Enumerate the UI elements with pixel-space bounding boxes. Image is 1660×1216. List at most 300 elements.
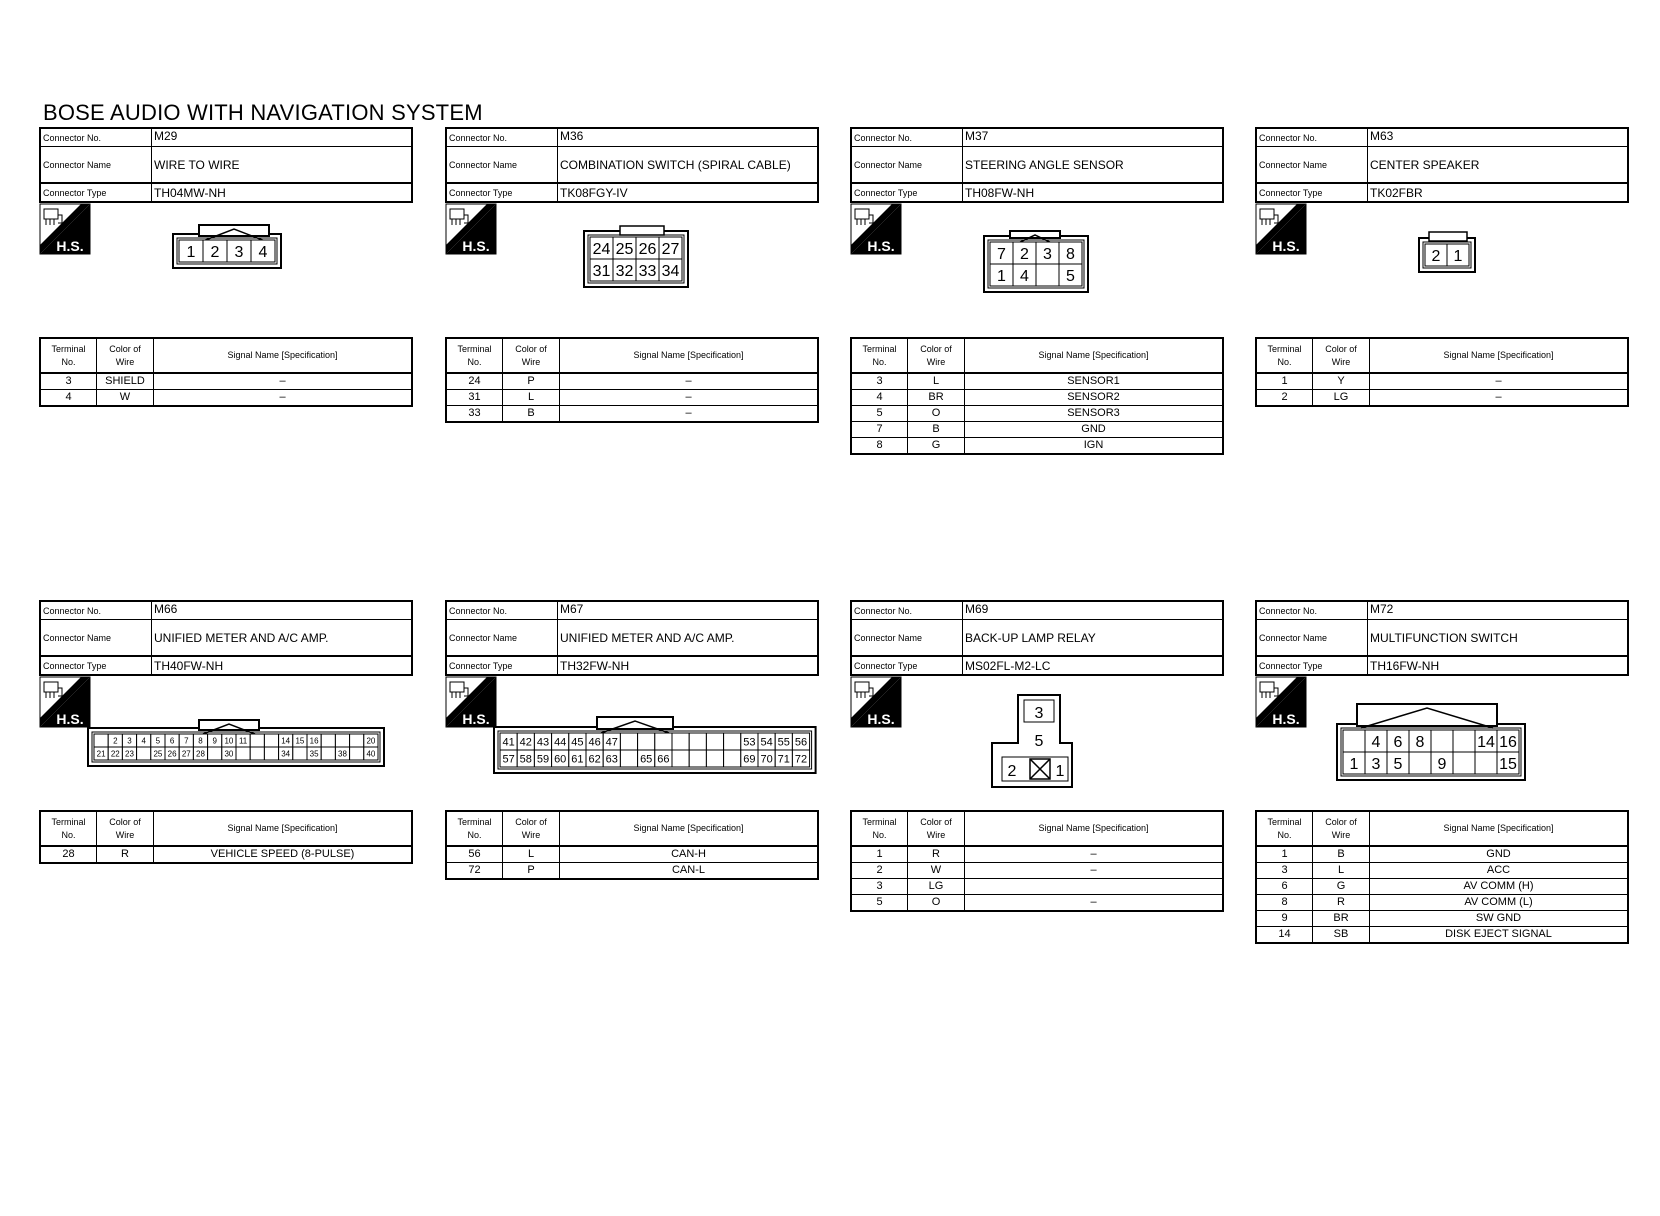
pin-cavity [724, 733, 741, 750]
signal-name-header: Signal Name [Specification] [154, 338, 413, 373]
pin-number: 1 [1453, 248, 1463, 265]
connector-name-value: CENTER SPEAKER [1370, 157, 1480, 172]
connector-no-label: Connector No. [41, 602, 152, 619]
table-row [1256, 863, 1628, 879]
signal-name-cell: – [965, 863, 1224, 879]
pin-number: 4 [141, 736, 146, 746]
terminal-no-header: Terminal No. [40, 811, 97, 846]
table-row [446, 863, 818, 880]
table-row [851, 438, 1223, 455]
wire-color-cell: Y [1313, 373, 1370, 390]
harness-side-icon [446, 677, 496, 727]
signal-name-cell: GND [965, 422, 1224, 438]
pin-cavity [689, 733, 706, 750]
connector-name-value: BACK-UP LAMP RELAY [965, 630, 1096, 645]
pin-cavity [350, 747, 364, 760]
pin-number: 9 [1437, 756, 1447, 773]
pin-number: 4 [1020, 268, 1029, 285]
connector-name-value: STEERING ANGLE SENSOR [965, 157, 1124, 172]
pin-number: 63 [605, 753, 618, 766]
terminal-no-header: Terminal No. [40, 338, 97, 373]
wire-color-header: Color of Wire [908, 811, 965, 846]
signal-name-cell: – [1370, 390, 1629, 407]
connector-name-value: COMBINATION SWITCH (SPIRAL CABLE) [560, 157, 791, 172]
connector-type-value: TH32FW-NH [560, 658, 630, 673]
pin-cavity [706, 750, 723, 767]
pin-number: 69 [743, 753, 756, 766]
wire-color-cell: SB [1313, 927, 1370, 944]
pin-cavity [689, 750, 706, 767]
pin-cavity [1431, 730, 1453, 752]
table-row [1256, 911, 1628, 927]
table-row [446, 390, 818, 406]
pin-number: 21 [96, 749, 106, 759]
wire-color-header: Color of Wire [503, 338, 560, 373]
connector-type-label: Connector Type [1257, 657, 1368, 674]
terminal-no-cell: 24 [446, 373, 503, 390]
terminal-table [850, 337, 1224, 455]
terminal-no-cell: 56 [446, 846, 503, 863]
connector-no-label: Connector No. [41, 129, 152, 146]
wire-color-cell: BR [908, 390, 965, 406]
hs-label: H.S. [1272, 711, 1300, 727]
wire-color-header: Color of Wire [908, 338, 965, 373]
wire-color-cell: P [503, 373, 560, 390]
connector-face [1337, 704, 1525, 780]
wire-color-cell: L [908, 373, 965, 390]
connector-type-value: TH08FW-NH [965, 185, 1035, 200]
connector-name-label: Connector Name [1257, 620, 1368, 655]
connector-block [445, 600, 819, 876]
pin-cavity [724, 750, 741, 767]
pin-number: 47 [605, 736, 618, 749]
wire-color-cell: W [908, 863, 965, 879]
table-row [1256, 895, 1628, 911]
connector-name-label: Connector Name [852, 147, 963, 182]
pin-cavity [250, 747, 264, 760]
terminal-no-cell: 2 [851, 863, 908, 879]
wire-color-cell: R [97, 846, 154, 863]
pin-cavity [321, 747, 335, 760]
signal-name-cell: ACC [1370, 863, 1629, 879]
table-row [851, 879, 1223, 895]
pin-number: 56 [794, 736, 808, 749]
connector-drawing [445, 127, 819, 327]
pin-number: 5 [155, 736, 161, 746]
wire-color-cell: SHIELD [97, 373, 154, 390]
signal-name-header: Signal Name [Specification] [1370, 811, 1629, 846]
pin-number: 20 [366, 736, 376, 746]
signal-name-cell: SW GND [1370, 911, 1629, 927]
terminal-table [445, 810, 819, 880]
connector-no-label: Connector No. [447, 602, 558, 619]
terminal-no-header: Terminal No. [851, 338, 908, 373]
connector-no-value: M36 [560, 129, 584, 143]
pin-number: 3 [234, 244, 244, 261]
terminal-no-cell: 72 [446, 863, 503, 880]
pin-number: 16 [1499, 734, 1517, 751]
pin-number: 7 [184, 736, 189, 746]
pin-cavity [137, 747, 151, 760]
signal-name-cell: – [560, 373, 819, 390]
pin-number: 70 [760, 753, 773, 766]
pin-cavity [264, 734, 278, 747]
pin-number: 3 [1034, 705, 1044, 722]
pin-number: 45 [571, 736, 584, 749]
pin-number: 2 [113, 736, 118, 746]
pin-number: 14 [1477, 734, 1495, 751]
table-row [851, 895, 1223, 912]
harness-side-icon [1256, 677, 1306, 727]
connector-drawing [850, 127, 1224, 327]
connector-block [445, 127, 819, 419]
signal-name-cell: – [1370, 373, 1629, 390]
wire-color-cell: O [908, 406, 965, 422]
pin-number: 15 [295, 736, 305, 746]
pin-number: 26 [638, 241, 657, 258]
connector-block [39, 127, 413, 403]
table-row [40, 390, 412, 407]
pin-number: 24 [592, 241, 611, 258]
pin-cavity [638, 733, 655, 750]
pin-number: 40 [366, 749, 376, 759]
connector-type-value: TH16FW-NH [1370, 658, 1440, 673]
pin-cavity [706, 733, 723, 750]
pin-number: 1 [1349, 756, 1359, 773]
table-row [851, 373, 1223, 390]
harness-side-icon [446, 204, 496, 254]
connector-name-value: UNIFIED METER AND A/C AMP. [154, 630, 329, 645]
signal-name-cell: SENSOR3 [965, 406, 1224, 422]
pin-cavity [620, 750, 637, 767]
connector-name-label: Connector Name [41, 147, 152, 182]
pin-number: 59 [536, 753, 550, 766]
table-row [851, 422, 1223, 438]
signal-name-cell: AV COMM (H) [1370, 879, 1629, 895]
terminal-table [1255, 810, 1629, 944]
connector-no-value: M29 [154, 129, 178, 143]
signal-name-cell: SENSOR1 [965, 373, 1224, 390]
pin-cavity [1036, 264, 1059, 286]
signal-name-header: Signal Name [Specification] [560, 338, 819, 373]
pin-number: 2 [1020, 246, 1029, 263]
pin-number: 2 [1007, 763, 1017, 780]
connector-face [1419, 232, 1475, 272]
pin-cavity [620, 733, 637, 750]
table-row [1256, 879, 1628, 895]
wire-color-cell: R [908, 846, 965, 863]
table-row [446, 406, 818, 423]
table-row [446, 846, 818, 863]
pin-number: 34 [281, 749, 291, 759]
connector-block [850, 600, 1224, 908]
pin-number: 58 [519, 753, 532, 766]
pin-number: 27 [661, 241, 680, 258]
signal-name-cell: – [154, 390, 413, 407]
pin-cavity [321, 734, 335, 747]
table-row [1256, 373, 1628, 390]
connector-drawing [39, 600, 413, 800]
terminal-no-cell: 3 [1256, 863, 1313, 879]
terminal-no-cell: 1 [1256, 846, 1313, 863]
terminal-no-cell: 1 [1256, 373, 1313, 390]
pin-number: 44 [554, 736, 567, 749]
pin-number: 54 [760, 736, 773, 749]
pin-cavity [264, 747, 278, 760]
connector-no-value: M37 [965, 129, 989, 143]
hs-label: H.S. [462, 238, 490, 254]
connector-type-label: Connector Type [447, 657, 558, 674]
pin-number: 55 [777, 736, 790, 749]
pin-cavity [672, 750, 689, 767]
pin-number: 33 [638, 263, 657, 280]
pin-number: 27 [181, 749, 191, 759]
terminal-no-cell: 7 [851, 422, 908, 438]
pin-cavity [293, 747, 307, 760]
pin-number: 28 [196, 749, 205, 759]
signal-name-cell: – [965, 846, 1224, 863]
pin-number: 53 [743, 736, 756, 749]
wire-color-cell: G [1313, 879, 1370, 895]
connector-type-value: TK02FBR [1370, 185, 1423, 200]
pin-number: 43 [536, 736, 550, 749]
pin-number: 3 [1043, 246, 1052, 263]
connector-drawing [39, 127, 413, 327]
pin-number: 3 [1371, 756, 1381, 773]
connector-block [39, 600, 413, 860]
terminal-no-cell: 3 [40, 373, 97, 390]
pin-number: 22 [110, 749, 120, 759]
harness-side-icon [851, 204, 901, 254]
pin-number: 9 [212, 736, 217, 746]
terminal-table [850, 810, 1224, 912]
pin-number: 1 [997, 268, 1006, 285]
connector-no-value: M69 [965, 602, 989, 616]
connector-type-label: Connector Type [852, 184, 963, 201]
connector-face [584, 226, 688, 287]
pin-number: 61 [571, 753, 584, 766]
terminal-no-cell: 6 [1256, 879, 1313, 895]
connector-name-value: MULTIFUNCTION SWITCH [1370, 630, 1518, 645]
connector-type-value: TK08FGY-IV [560, 185, 628, 200]
connector-face [984, 231, 1088, 292]
pin-number: 65 [640, 753, 653, 766]
pin-number: 16 [309, 736, 319, 746]
terminal-no-cell: 31 [446, 390, 503, 406]
signal-name-cell: SENSOR2 [965, 390, 1224, 406]
pin-number: 8 [198, 736, 203, 746]
table-row [1256, 927, 1628, 944]
pin-number: 57 [502, 753, 515, 766]
pin-cavity [1409, 752, 1431, 774]
wire-color-header: Color of Wire [1313, 338, 1370, 373]
terminal-table [1255, 337, 1629, 407]
table-row [851, 390, 1223, 406]
pin-cavity [335, 734, 349, 747]
wire-color-cell: P [503, 863, 560, 880]
pin-number: 11 [238, 736, 248, 746]
signal-name-cell: – [965, 895, 1224, 912]
wire-color-cell: B [1313, 846, 1370, 863]
connector-no-label: Connector No. [852, 602, 963, 619]
pin-number: 6 [169, 736, 175, 746]
wire-color-cell: B [503, 406, 560, 423]
pin-cavity [1343, 730, 1365, 752]
connector-no-label: Connector No. [1257, 602, 1368, 619]
pin-number: 42 [519, 736, 532, 749]
hs-label: H.S. [462, 711, 490, 727]
connector-name-label: Connector Name [447, 147, 558, 182]
connector-type-label: Connector Type [1257, 184, 1368, 201]
pin-number: 32 [615, 263, 634, 280]
terminal-no-cell: 2 [1256, 390, 1313, 407]
terminal-table [39, 337, 413, 407]
wire-color-cell: LG [908, 879, 965, 895]
table-row [446, 373, 818, 390]
connector-name-value: UNIFIED METER AND A/C AMP. [560, 630, 735, 645]
connector-no-value: M72 [1370, 602, 1394, 616]
pin-number: 4 [258, 244, 268, 261]
pin-number: 31 [592, 263, 611, 280]
terminal-no-cell: 4 [851, 390, 908, 406]
terminal-no-cell: 8 [1256, 895, 1313, 911]
pin-number: 35 [309, 749, 319, 759]
harness-side-icon [40, 677, 90, 727]
terminal-no-cell: 4 [40, 390, 97, 407]
pin-number: 25 [153, 749, 163, 759]
connector-name-label: Connector Name [1257, 147, 1368, 182]
terminal-no-header: Terminal No. [446, 338, 503, 373]
connector-face [88, 720, 384, 766]
signal-name-header: Signal Name [Specification] [1370, 338, 1629, 373]
terminal-no-cell: 9 [1256, 911, 1313, 927]
terminal-no-header: Terminal No. [851, 811, 908, 846]
connector-type-value: TH40FW-NH [154, 658, 224, 673]
wire-color-cell: L [1313, 863, 1370, 879]
harness-side-icon [851, 677, 901, 727]
signal-name-cell [965, 879, 1224, 895]
signal-name-cell: IGN [965, 438, 1224, 455]
pin-number: 41 [502, 736, 515, 749]
connector-no-label: Connector No. [447, 129, 558, 146]
connector-type-value: TH04MW-NH [154, 185, 226, 200]
terminal-no-header: Terminal No. [1256, 811, 1313, 846]
pin-cavity [94, 734, 108, 747]
connector-drawing [850, 600, 1224, 800]
terminal-no-cell: 5 [851, 406, 908, 422]
wire-color-cell: R [1313, 895, 1370, 911]
connector-name-label: Connector Name [852, 620, 963, 655]
connector-drawing [1255, 127, 1629, 327]
connector-face [173, 225, 281, 268]
pin-number: 14 [281, 736, 291, 746]
pin-number: 30 [224, 749, 234, 759]
signal-name-cell: – [154, 373, 413, 390]
signal-name-cell: – [560, 390, 819, 406]
harness-side-icon [1256, 204, 1306, 254]
pin-cavity [350, 734, 364, 747]
hs-label: H.S. [1272, 238, 1300, 254]
wire-color-header: Color of Wire [97, 811, 154, 846]
pin-number: 62 [588, 753, 601, 766]
connector-drawing [1255, 600, 1629, 800]
pin-number: 2 [1431, 248, 1441, 265]
table-row [1256, 846, 1628, 863]
pin-cavity [672, 733, 689, 750]
connector-type-label: Connector Type [852, 657, 963, 674]
connector-block [850, 127, 1224, 451]
pin-number: 26 [167, 749, 177, 759]
connector-block [1255, 600, 1629, 940]
signal-name-header: Signal Name [Specification] [560, 811, 819, 846]
connector-drawing [445, 600, 819, 800]
pin-number: 1 [1055, 763, 1065, 780]
pin-number: 25 [615, 241, 634, 258]
connector-type-label: Connector Type [41, 184, 152, 201]
terminal-no-cell: 1 [851, 846, 908, 863]
pin-number: 5 [1034, 733, 1044, 750]
terminal-no-cell: 5 [851, 895, 908, 912]
terminal-no-header: Terminal No. [1256, 338, 1313, 373]
wire-color-header: Color of Wire [1313, 811, 1370, 846]
connector-type-label: Connector Type [41, 657, 152, 674]
connector-no-value: M63 [1370, 129, 1394, 143]
pin-number: 6 [1393, 734, 1403, 751]
wire-color-cell: O [908, 895, 965, 912]
pin-number: 10 [224, 736, 234, 746]
signal-name-cell: GND [1370, 846, 1629, 863]
pin-cavity [1453, 752, 1475, 774]
pin-number: 5 [1066, 268, 1075, 285]
connector-no-value: M66 [154, 602, 178, 616]
pin-number: 38 [338, 749, 347, 759]
connector-name-label: Connector Name [447, 620, 558, 655]
pin-number: 15 [1499, 756, 1517, 773]
pin-number: 4 [1371, 734, 1381, 751]
harness-side-icon [40, 204, 90, 254]
wire-color-cell: BR [1313, 911, 1370, 927]
hs-label: H.S. [56, 711, 84, 727]
pin-number: 2 [210, 244, 220, 261]
connector-type-label: Connector Type [447, 184, 558, 201]
pin-cavity [1475, 752, 1497, 774]
page-title: BOSE AUDIO WITH NAVIGATION SYSTEM [43, 100, 483, 125]
hs-label: H.S. [867, 238, 895, 254]
signal-name-header: Signal Name [Specification] [965, 338, 1224, 373]
pin-number: 23 [125, 749, 134, 759]
connector-name-value: WIRE TO WIRE [154, 157, 240, 172]
pin-cavity [236, 747, 250, 760]
signal-name-cell: AV COMM (L) [1370, 895, 1629, 911]
pin-number: 7 [997, 246, 1006, 263]
connector-name-label: Connector Name [41, 620, 152, 655]
connector-block [1255, 127, 1629, 403]
pin-number: 66 [657, 753, 670, 766]
pin-number: 5 [1393, 756, 1403, 773]
signal-name-cell: – [560, 406, 819, 423]
connector-no-label: Connector No. [1257, 129, 1368, 146]
hs-label: H.S. [56, 238, 84, 254]
wire-color-header: Color of Wire [97, 338, 154, 373]
terminal-no-cell: 3 [851, 879, 908, 895]
pin-number: 3 [127, 736, 132, 746]
signal-name-header: Signal Name [Specification] [965, 811, 1224, 846]
hs-label: H.S. [867, 711, 895, 727]
table-row [851, 406, 1223, 422]
pin-number: 46 [588, 736, 601, 749]
pin-cavity [208, 747, 222, 760]
pin-number: 8 [1066, 246, 1075, 263]
